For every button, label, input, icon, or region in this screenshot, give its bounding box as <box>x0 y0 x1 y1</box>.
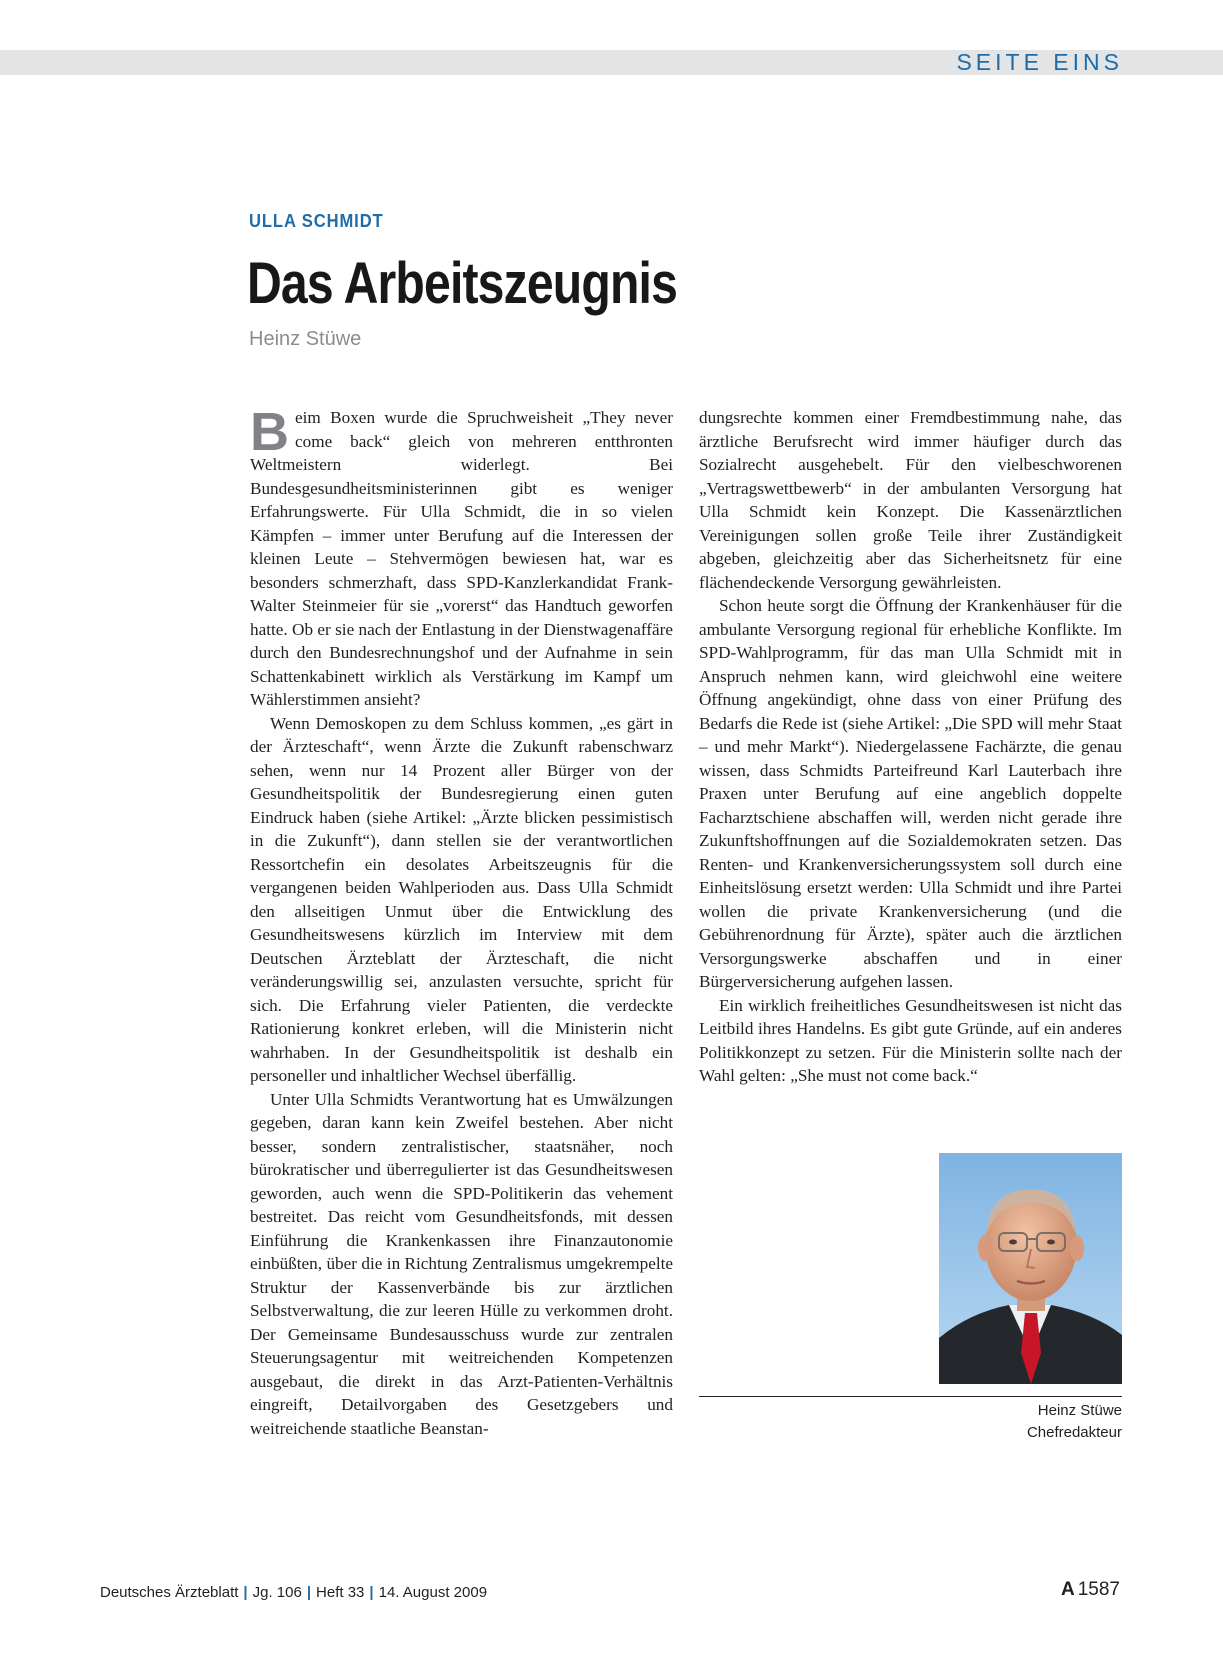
paragraph: Beim Boxen wurde die Spruchweisheit „They never come back“ gleich von mehreren entthronten Weltmeistern widerlegt. Bei Bundesgesundheitsministerinnen gibt es weniger Erfahrungswerte. Für Ulla Schmidt, die in so vielen Kämpfen – immer unter Berufung auf die Interessen der kleinen Leute – Stehvermögen bewiesen hat, war es besonders schmerzhaft, dass SPD-Kanzlerkandidat Frank-Walter Steinmeier für sie „vorerst“ das Handtuch geworfen hatte. Ob er sie nach der Entlastung in der Dienstwagenaffäre durch den Bundesrechnungshof und der Aufnahme in sein Schattenkabinett wirklich als Verstärkung im Kampf um Wählerstimmen ansieht? <box>250 402 673 709</box>
right-column <box>699 406 1122 1088</box>
left-column <box>250 402 673 1440</box>
footer-separator: | <box>243 1584 248 1601</box>
article-author: Heinz Stüwe <box>249 328 362 350</box>
paragraph: Wenn Demoskopen zu dem Schluss kommen, „es gärt in der Ärzteschaft“, wenn Ärzte die Zukunft rabenschwarz sehen, wenn nur 14 Prozent aller Bürger von der Gesundheitspolitik der Bundesregierung einen guten Eindruck haben (siehe Artikel: „Ärzte blicken pessimistisch in die Zukunft“), dann stellen sie der verantwortlichen Ressortchefin ein desolates Arbeitszeugnis für die vergangenen beiden Wahlperioden aus. Dass Ulla Schmidt den allseitigen Unmut über die Entwicklung des Gesundheitswesens kürzlich im Interview mit dem Deutschen Ärzteblatt der Ärzteschaft, die nicht veränderungswillig sei, anzulasten versuchte, spricht für sich. Die Erfahrung vieler Patienten, die verdeckte Rationierung konkret erleben, will die Ministerin nicht wahrhaben. In der Gesundheitspolitik ist deshalb ein personeller und inhaltlicher Wechsel überfällig. <box>250 713 673 1085</box>
publication-name: Deutsches Ärzteblatt <box>100 1584 239 1601</box>
paragraph: Ein wirklich freiheitliches Gesundheitswesen ist nicht das Leitbild ihres Handelns. Es gibt gute Gründe, auf ein anderes Politikkonzept zu setzen. Für die Ministerin sollte nach der Wahl gelten: „She must not come back.“ <box>699 995 1122 1085</box>
page-prefix: A <box>1060 1579 1075 1600</box>
drop-cap: B <box>250 402 289 462</box>
caption-divider <box>699 1396 1122 1397</box>
footer-separator: | <box>306 1584 312 1601</box>
caption-name: Heinz Stüwe <box>1037 1402 1122 1419</box>
footer-separator: | <box>369 1584 374 1601</box>
page-number <box>1061 1579 1120 1601</box>
section-label: SEITE EINS <box>956 49 1123 75</box>
article-kicker: ULLA SCHMIDT <box>249 211 384 231</box>
author-photo <box>939 1153 1122 1384</box>
volume: Jg. 106 <box>252 1584 302 1601</box>
paragraph: Unter Ulla Schmidts Verantwortung hat es Umwälzungen gegeben, daran kann kein Zweifel bestehen. Aber nicht besser, sondern zentralistischer, staatsnäher, noch bürokratischer und überregulierter ist das Gesundheitswesen geworden, auch wenn die SPD-Politikerin das vehement bestreitet. Das reicht vom Gesundheitsfonds, mit dessen Einführung die Krankenkassen ihre Finanzautonomie einbüßten, über die in Richtung Zentralismus umgekrempelte Struktur der Kassenverbände bis zur ärztlichen Selbstverwaltung, die zur leeren Hülle zu verkommen droht. Der Gemeinsame Bundesausschuss wurde zur zentralen Steuerungsagentur mit weitreichenden Kompetenzen ausgebaut, die direkt in das Arzt-Patienten-Verhältnis eingreift, Detailvorgaben des Gesetzgebers und weitreichende staatliche Beanstan- <box>250 1089 673 1438</box>
photo-caption <box>1027 1400 1122 1444</box>
page-number-value: 1587 <box>1077 1579 1120 1600</box>
article-title: Das Arbeitszeugnis <box>247 251 678 316</box>
caption-role: Chefredakteur <box>1026 1424 1122 1441</box>
paragraph: Schon heute sorgt die Öffnung der Krankenhäuser für die ambulante Versorgung regional für erhebliche Konflikte. Im SPD-Wahlprogramm, für das man Ulla Schmidt mit in Anspruch nehmen kann, wird gleichwohl eine weitere Öffnung angekündigt, ohne dass von einer Prüfung des Bedarfs die Rede ist (siehe Artikel: „Die SPD will mehr Staat – und mehr Markt“). Niedergelassene Fachärzte, die genau wissen, dass Schmidts Parteifreund Karl Lauterbach ihre Praxen unter Berufung auf eine angeblich doppelte Facharztschiene abschaffen will, werden nicht gerade ihre Zukunftshoffnungen auf die Sozialdemokraten setzen. Das Renten- und Krankenversicherungssystem soll durch eine Einheitslösung ersetzt werden: Ulla Schmidt und ihre Partei wollen die private Krankenversicherung (und die Gebührenordnung für Ärzte), später auch die ärztlichen Versorgungswerke abschaffen und in einer Bürgerversicherung aufgehen lassen. <box>699 596 1122 991</box>
issue-date: 14. August 2009 <box>378 1584 488 1601</box>
paragraph: dungsrechte kommen einer Fremdbestimmung nahe, das ärztliche Berufsrecht wird immer häufiger durch das Sozialrecht ausgehebelt. Für den vielbeschworenen „Vertragswettbewerb“ in der ambulanten Versorgung hat Ulla Schmidt kein Konzept. Die Kassenärztlichen Vereinigungen sollen große Teile ihrer Zuständigkeit abgeben, gleichzeitig aber das Sicherheitsnetz für eine flächendeckende Versorgung gewährleisten. <box>699 408 1122 592</box>
footer <box>100 1584 487 1601</box>
issue: Heft 33 <box>316 1584 365 1601</box>
